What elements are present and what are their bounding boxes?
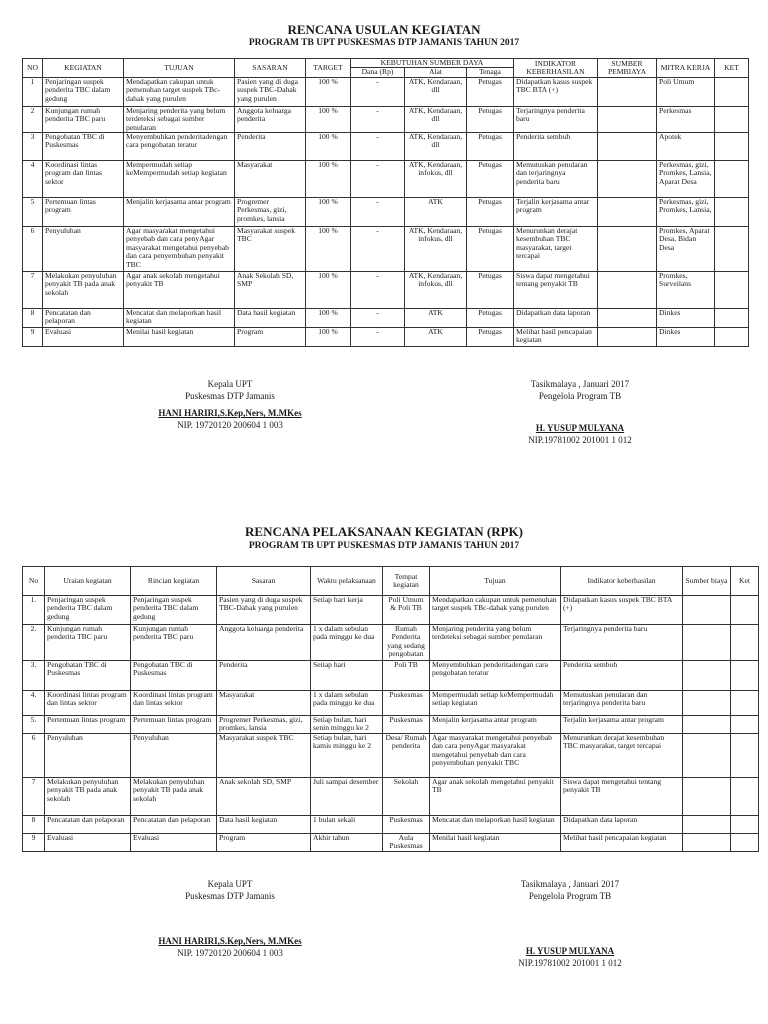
signature-name: HANI HARIRI,S.Kep,Ners, M.MKes xyxy=(158,408,302,418)
col-header-kebutuhan: KEBUTUHAN SUMBER DAYA xyxy=(351,59,514,68)
cell-uraian: Melakukan penyuluhan penyakit TB pada anak sekolah xyxy=(45,777,131,815)
cell-target: 100 % xyxy=(306,227,351,272)
cell-tenaga: Petugas xyxy=(467,227,514,272)
cell-sumber xyxy=(598,272,657,309)
cell-sasaran: Data hasil kegiatan xyxy=(235,309,306,328)
cell-tujuan: Menjaring penderita yang belum terdeteksi sebagai sumber penularan xyxy=(124,106,235,132)
col-header-dana: Dana (Rp) xyxy=(351,68,405,77)
cell-ket xyxy=(731,691,759,716)
cell-ket xyxy=(715,272,749,309)
col-header-sasaran: Sasaran xyxy=(217,567,311,596)
cell-ket xyxy=(715,198,749,227)
cell-sasaran: Anggota keluarga penderita xyxy=(217,625,311,661)
cell-ket xyxy=(731,733,759,777)
cell-sumber xyxy=(598,161,657,198)
table-row xyxy=(23,691,759,716)
cell-sasaran: Anak sekolah SD, SMP xyxy=(217,777,311,815)
col-header-sasaran: SASARAN xyxy=(235,59,306,78)
doc1-subtitle: PROGRAM TB UPT PUSKESMAS DTP JAMANIS TAHUN 2017 xyxy=(248,38,520,48)
cell-tempat: Puskesmas xyxy=(383,815,430,833)
cell-mitra: Poli Umum xyxy=(657,77,715,106)
cell-indikator: Memutuskan penularan dan terjaringnya penderita baru xyxy=(561,691,683,716)
cell-mitra: Dinkes xyxy=(657,328,715,347)
cell-sumber xyxy=(683,691,731,716)
cell-indikator: Terjalin kerjasama antar program xyxy=(561,716,683,734)
cell-tenaga: Petugas xyxy=(467,309,514,328)
cell-tenaga: Petugas xyxy=(467,106,514,132)
cell-indikator: Terjalin kerjasama antar program xyxy=(514,198,598,227)
cell-no: 3. xyxy=(23,661,45,691)
col-header-tujuan: Tujuan xyxy=(430,567,561,596)
cell-alat: ATK, Kendaraan, dll xyxy=(405,133,467,161)
cell-uraian: Kunjungan rumah penderita TBC paru xyxy=(45,625,131,661)
table-row xyxy=(23,596,759,625)
signature-nip: NIP.19781002 201001 1 012 xyxy=(518,958,622,968)
cell-tujuan: Menjalin kerjasama antar program xyxy=(430,716,561,734)
cell-tempat: Aula Puskesmas xyxy=(383,833,430,851)
doc1-table xyxy=(22,58,749,347)
doc2-signature-right xyxy=(460,878,680,902)
cell-sasaran: Progremer Perkesmas, gizi, promkes, lansia xyxy=(235,198,306,227)
cell-indikator: Siswa dapat mengetahui tentang penyakit TB xyxy=(561,777,683,815)
table-row xyxy=(23,777,759,815)
cell-target: 100 % xyxy=(306,328,351,347)
cell-no: 2 xyxy=(23,106,43,132)
cell-sumber xyxy=(683,661,731,691)
cell-sasaran: Masyarakat xyxy=(217,691,311,716)
col-header-target: TARGET xyxy=(306,59,351,78)
cell-waktu: Juli sampai desember xyxy=(311,777,383,815)
cell-waktu: Setiap bulan, hari kamis minggu ke 2 xyxy=(311,733,383,777)
cell-tempat: Puskesmas xyxy=(383,691,430,716)
cell-sumber xyxy=(683,733,731,777)
doc1-signature-left-name xyxy=(100,407,360,431)
table-row xyxy=(23,733,759,777)
cell-indikator: Terjaringnya penderita baru xyxy=(514,106,598,132)
table-row xyxy=(23,198,749,227)
cell-sumber xyxy=(683,833,731,851)
cell-waktu: Setiap bulan, hari senin minggu ke 2 xyxy=(311,716,383,734)
cell-no: 1 xyxy=(23,77,43,106)
cell-indikator: Melihat hasil pencapaian kegiatan xyxy=(514,328,598,347)
cell-dana: - xyxy=(351,106,405,132)
cell-waktu: Setiap hari kerja xyxy=(311,596,383,625)
cell-uraian: Koordinasi lintas program dan lintas sektor xyxy=(45,691,131,716)
cell-tenaga: Petugas xyxy=(467,328,514,347)
cell-uraian: Penyuluhan xyxy=(45,733,131,777)
cell-target: 100 % xyxy=(306,198,351,227)
signature-org: Puskesmas DTP Jamanis xyxy=(185,391,275,401)
cell-rincian: Penjaringan suspek penderita TBC dalam gedung xyxy=(131,596,217,625)
cell-indikator: Melihat hasil pencapaian kegiatan xyxy=(561,833,683,851)
cell-ket xyxy=(731,777,759,815)
cell-uraian: Evaluasi xyxy=(45,833,131,851)
cell-tujuan: Mendapatkan cakupan untuk pemenuhan target suspek TBc-dahak yang purulen xyxy=(124,77,235,106)
cell-ket xyxy=(731,815,759,833)
col-header-no: No xyxy=(23,567,45,596)
col-header-kegiatan: KEGIATAN xyxy=(43,59,124,78)
col-header-no: NO xyxy=(23,59,43,78)
signature-role: Kepala UPT xyxy=(207,379,253,389)
cell-mitra: Apotek xyxy=(657,133,715,161)
cell-ket xyxy=(715,161,749,198)
cell-uraian: Pencatatan dan pelaporan xyxy=(45,815,131,833)
cell-indikator: Didapatkan kasus suspek TBC BTA (+) xyxy=(514,77,598,106)
cell-sumber xyxy=(598,77,657,106)
cell-tujuan: Mendapatkan cakupan untuk pemenuhan target suspek TBc-dahak yang purulen xyxy=(430,596,561,625)
cell-tujuan: Mempermudah setiap keMempermudah setiap kegiatan xyxy=(430,691,561,716)
cell-uraian: Penjaringan suspek penderita TBC dalam gedung xyxy=(45,596,131,625)
cell-ket xyxy=(731,716,759,734)
cell-sasaran: Masyarakat xyxy=(235,161,306,198)
cell-indikator: Didapatkan data laporan xyxy=(561,815,683,833)
doc2-subtitle: PROGRAM TB UPT PUSKESMAS DTP JAMANIS TAHUN 2017 xyxy=(248,541,520,551)
cell-kegiatan: Penjaringan suspek penderita TBC dalam gedung xyxy=(43,77,124,106)
cell-indikator: Terjaringnya penderita baru xyxy=(561,625,683,661)
cell-indikator: Menurunkan derajat kesembuhan TBC masyarakat, target tercapai xyxy=(561,733,683,777)
cell-kegiatan: Penyuluhan xyxy=(43,227,124,272)
cell-sumber xyxy=(598,227,657,272)
cell-mitra: Promkes, Aparat Desa, Bidan Desa xyxy=(657,227,715,272)
cell-tujuan: Mencatat dan melaporkan hasil kegiatan xyxy=(430,815,561,833)
cell-alat: ATK xyxy=(405,309,467,328)
cell-sasaran: Pasien yang di duga suspek TBC-Dahak yang purulen xyxy=(217,596,311,625)
cell-mitra: Perkesmas, gizi, Promkes, Lansia, xyxy=(657,198,715,227)
cell-kegiatan: Pencatatan dan pelaporan xyxy=(43,309,124,328)
signature-place-date: Tasikmalaya , Januari 2017 xyxy=(520,879,620,889)
cell-ket xyxy=(731,596,759,625)
cell-tenaga: Petugas xyxy=(467,161,514,198)
cell-ket xyxy=(731,833,759,851)
cell-rincian: Pengobatan TBC di Puskesmas xyxy=(131,661,217,691)
doc2-title: RENCANA PELAKSANAAN KEGIATAN (RPK) xyxy=(245,524,523,539)
cell-kegiatan: Pengobatan TBC di Puskesmas xyxy=(43,133,124,161)
cell-no: 7 xyxy=(23,272,43,309)
cell-target: 100 % xyxy=(306,77,351,106)
cell-tujuan: Mempermudah setiap keMempermudah setiap kegiatan xyxy=(124,161,235,198)
cell-sasaran: Penderita xyxy=(217,661,311,691)
cell-tenaga: Petugas xyxy=(467,272,514,309)
col-header-indikator: Indikator keberhasilan xyxy=(561,567,683,596)
cell-no: 8 xyxy=(23,309,43,328)
cell-dana: - xyxy=(351,133,405,161)
cell-no: 5 xyxy=(23,198,43,227)
cell-no: 1. xyxy=(23,596,45,625)
cell-tujuan: Menyembuhkan penderitadengan cara pengobatan teratur xyxy=(124,133,235,161)
cell-tempat: Puskesmas xyxy=(383,716,430,734)
cell-ket xyxy=(715,328,749,347)
cell-tempat: Poli Umum & Poli TB xyxy=(383,596,430,625)
doc1-title: RENCANA USULAN KEGIATAN xyxy=(287,22,481,37)
col-header-uraian: Uraian kegiatan xyxy=(45,567,131,596)
cell-kegiatan: Kunjungan rumah penderita TBC paru xyxy=(43,106,124,132)
cell-no: 4. xyxy=(23,691,45,716)
cell-tenaga: Petugas xyxy=(467,77,514,106)
cell-sumber xyxy=(683,625,731,661)
cell-no: 8 xyxy=(23,815,45,833)
cell-sasaran: Penderita xyxy=(235,133,306,161)
cell-no: 3 xyxy=(23,133,43,161)
col-header-alat: Alat xyxy=(405,68,467,77)
cell-sasaran: Masyarakat suspek TBC xyxy=(217,733,311,777)
col-header-waktu: Waktu pelaksanaan xyxy=(311,567,383,596)
cell-ket xyxy=(715,227,749,272)
cell-target: 100 % xyxy=(306,272,351,309)
cell-tempat: Poli TB xyxy=(383,661,430,691)
cell-no: 2. xyxy=(23,625,45,661)
table-row xyxy=(23,309,749,328)
cell-sasaran: Pasien yang di duga suspek TBC-Dahak yang purulen xyxy=(235,77,306,106)
cell-target: 100 % xyxy=(306,309,351,328)
table-row xyxy=(23,272,749,309)
cell-no: 6 xyxy=(23,733,45,777)
cell-tenaga: Petugas xyxy=(467,198,514,227)
cell-alat: ATK, Kendaraan, infokus, dll xyxy=(405,161,467,198)
cell-rincian: Pencatatan dan pelaporan xyxy=(131,815,217,833)
cell-uraian: Pengobatan TBC di Puskesmas xyxy=(45,661,131,691)
cell-dana: - xyxy=(351,227,405,272)
cell-alat: ATK, Kendaraan, infokus, dll xyxy=(405,272,467,309)
cell-indikator: Didapatkan kasus suspek TBC BTA (+) xyxy=(561,596,683,625)
cell-sumber xyxy=(683,596,731,625)
cell-sumber xyxy=(683,716,731,734)
signature-org: Puskesmas DTP Jamanis xyxy=(185,891,275,901)
cell-alat: ATK xyxy=(405,198,467,227)
signature-nip: NIP.19781002 201001 1 012 xyxy=(528,435,632,445)
cell-no: 9 xyxy=(23,328,43,347)
cell-sasaran: Masyarakat suspek TBC xyxy=(235,227,306,272)
cell-tujuan: Menjaring penderita yang belum terdeteksi sebagai sumber penularan xyxy=(430,625,561,661)
col-header-tenaga: Tenaga xyxy=(467,68,514,77)
cell-rincian: Koordinasi lintas program dan lintas sektor xyxy=(131,691,217,716)
cell-rincian: Melakukan penyuluhan penyakit TB pada anak sekolah xyxy=(131,777,217,815)
signature-name: H. YUSUP MULYANA xyxy=(535,423,625,433)
col-header-sumber: Sumber biaya xyxy=(683,567,731,596)
doc1-signature-left xyxy=(150,378,310,402)
cell-mitra: Dinkes xyxy=(657,309,715,328)
cell-indikator: Didapatkan data laporan xyxy=(514,309,598,328)
cell-kegiatan: Pertemuan lintas program xyxy=(43,198,124,227)
table-row xyxy=(23,625,759,661)
cell-tujuan: Menjalin kerjasama antar program xyxy=(124,198,235,227)
cell-waktu: Setiap hari xyxy=(311,661,383,691)
cell-sumber xyxy=(683,815,731,833)
cell-mitra: Promkes, Surveilans xyxy=(657,272,715,309)
doc1-signature-right xyxy=(480,378,680,402)
cell-indikator: Siswa dapat mengetahui tentang penyakit TB xyxy=(514,272,598,309)
cell-sumber xyxy=(683,777,731,815)
cell-alat: ATK, Kendaraan, dll xyxy=(405,106,467,132)
cell-waktu: 1 bulan sekali xyxy=(311,815,383,833)
cell-tempat: Sekolah xyxy=(383,777,430,815)
cell-dana: - xyxy=(351,161,405,198)
cell-sumber xyxy=(598,106,657,132)
col-header-ket: KET xyxy=(715,59,749,78)
cell-sasaran: Progremer Perkesmas, gizi, promkes, lansia xyxy=(217,716,311,734)
cell-dana: - xyxy=(351,77,405,106)
table-row xyxy=(23,133,749,161)
cell-sumber xyxy=(598,309,657,328)
col-header-ket: Ket xyxy=(731,567,759,596)
cell-kegiatan: Melakukan penyuluhan penyakit TB pada anak sekolah xyxy=(43,272,124,309)
cell-tujuan: Menyembuhkan penderitadengan cara pengobatan teratur xyxy=(430,661,561,691)
cell-sasaran: Program xyxy=(217,833,311,851)
cell-ket xyxy=(731,661,759,691)
cell-sumber xyxy=(598,198,657,227)
table-row xyxy=(23,716,759,734)
cell-no: 5. xyxy=(23,716,45,734)
col-header-rincian: Rincian kegiatan xyxy=(131,567,217,596)
table-row xyxy=(23,77,749,106)
cell-tujuan: Agar anak sekolah mengetahui penyakit TB xyxy=(124,272,235,309)
col-header-indikator: INDIKATOR KEBERHASILAN xyxy=(514,59,598,78)
cell-sasaran: Anggota keluarga penderita xyxy=(235,106,306,132)
cell-target: 100 % xyxy=(306,161,351,198)
doc2-table xyxy=(22,566,759,852)
table-row xyxy=(23,661,759,691)
cell-no: 4 xyxy=(23,161,43,198)
cell-tempat: Rumah Penderita yang sedang pengobatan xyxy=(383,625,430,661)
cell-dana: - xyxy=(351,198,405,227)
doc1-signature-right-name xyxy=(455,422,705,446)
cell-sasaran: Program xyxy=(235,328,306,347)
signature-name: HANI HARIRI,S.Kep,Ners, M.MKes xyxy=(158,936,302,946)
table-row xyxy=(23,833,759,851)
cell-ket xyxy=(715,106,749,132)
cell-sumber xyxy=(598,328,657,347)
cell-kegiatan: Koordinasi lintas program dan lintas sektor xyxy=(43,161,124,198)
cell-ket xyxy=(715,77,749,106)
signature-nip: NIP. 19720120 200604 1 003 xyxy=(177,948,283,958)
signature-nip: NIP. 19720120 200604 1 003 xyxy=(177,420,283,430)
table-row xyxy=(23,815,759,833)
cell-target: 100 % xyxy=(306,133,351,161)
signature-role: Kepala UPT xyxy=(207,879,253,889)
cell-no: 6 xyxy=(23,227,43,272)
cell-sasaran: Data hasil kegiatan xyxy=(217,815,311,833)
signature-place-date: Tasikmalaya , Januari 2017 xyxy=(530,379,630,389)
cell-indikator: Penderita sembuh xyxy=(514,133,598,161)
signature-role: Pengelola Program TB xyxy=(528,891,612,901)
cell-rincian: Kunjungan rumah penderita TBC paru xyxy=(131,625,217,661)
cell-waktu: Akhir tahun xyxy=(311,833,383,851)
cell-alat: ATK xyxy=(405,328,467,347)
cell-sumber xyxy=(598,133,657,161)
cell-mitra: Perkesmas xyxy=(657,106,715,132)
cell-target: 100 % xyxy=(306,106,351,132)
signature-role: Pengelola Program TB xyxy=(538,391,622,401)
col-header-tempat: Tempat kegiatan xyxy=(383,567,430,596)
cell-tempat: Desa/ Rumah penderita xyxy=(383,733,430,777)
col-header-tujuan: TUJUAN xyxy=(124,59,235,78)
cell-dana: - xyxy=(351,309,405,328)
cell-rincian: Penyuluhan xyxy=(131,733,217,777)
cell-no: 9 xyxy=(23,833,45,851)
cell-ket xyxy=(715,309,749,328)
cell-rincian: Pertemuan lintas program xyxy=(131,716,217,734)
table-row xyxy=(23,106,749,132)
col-header-sumber: SUMBER PEMBIAYA xyxy=(598,59,657,78)
cell-tujuan: Menilai hasil kegiatan xyxy=(430,833,561,851)
cell-kegiatan: Evaluasi xyxy=(43,328,124,347)
cell-mitra: Perkesmas, gizi, Promkes, Lansia, Aparat Desa xyxy=(657,161,715,198)
signature-name: H. YUSUP MULYANA xyxy=(525,946,615,956)
cell-alat: ATK, Kendaraan, infokus, dll xyxy=(405,227,467,272)
cell-ket xyxy=(715,133,749,161)
cell-indikator: Memutuskan penularan dan terjaringnya penderita baru xyxy=(514,161,598,198)
cell-rincian: Evaluasi xyxy=(131,833,217,851)
table-row xyxy=(23,328,749,347)
col-header-mitra: MITRA KERJA xyxy=(657,59,715,78)
cell-dana: - xyxy=(351,272,405,309)
cell-tujuan: Agar masyarakat mengetahui penyebab dan cara penyAgar masyarakat mengetahui penyebab dan cara penyembuhan penyakit TBC xyxy=(124,227,235,272)
cell-tujuan: Mencatat dan melaporkan hasil kegiatan xyxy=(124,309,235,328)
cell-waktu: 1 x dalam sebulan pada minggu ke dua xyxy=(311,625,383,661)
cell-indikator: Menurunkan derajat kesembuhan TBC masyarakat, target tercapai xyxy=(514,227,598,272)
table-row xyxy=(23,161,749,198)
cell-uraian: Pertemuan lintas program xyxy=(45,716,131,734)
cell-sasaran: Anak Sekolah SD, SMP xyxy=(235,272,306,309)
cell-indikator: Penderita sembuh xyxy=(561,661,683,691)
cell-ket xyxy=(731,625,759,661)
cell-tujuan: Agar anak sekolah mengetahui penyakit TB xyxy=(430,777,561,815)
doc2-signature-right-name xyxy=(440,945,700,969)
cell-waktu: 1 x dalam sebulan pada minggu ke dua xyxy=(311,691,383,716)
doc2-signature-left xyxy=(150,878,310,902)
cell-tujuan: Menilai hasil kegiatan xyxy=(124,328,235,347)
doc2-signature-left-name xyxy=(100,935,360,959)
cell-tenaga: Petugas xyxy=(467,133,514,161)
table-row xyxy=(23,227,749,272)
cell-no: 7 xyxy=(23,777,45,815)
cell-tujuan: Agar masyarakat mengetahui penyebab dan cara penyAgar masyarakat mengetahui penyebab dan cara penyembuhan penyakit TBC xyxy=(430,733,561,777)
cell-alat: ATK, Kendaraan, dll xyxy=(405,77,467,106)
cell-dana: - xyxy=(351,328,405,347)
